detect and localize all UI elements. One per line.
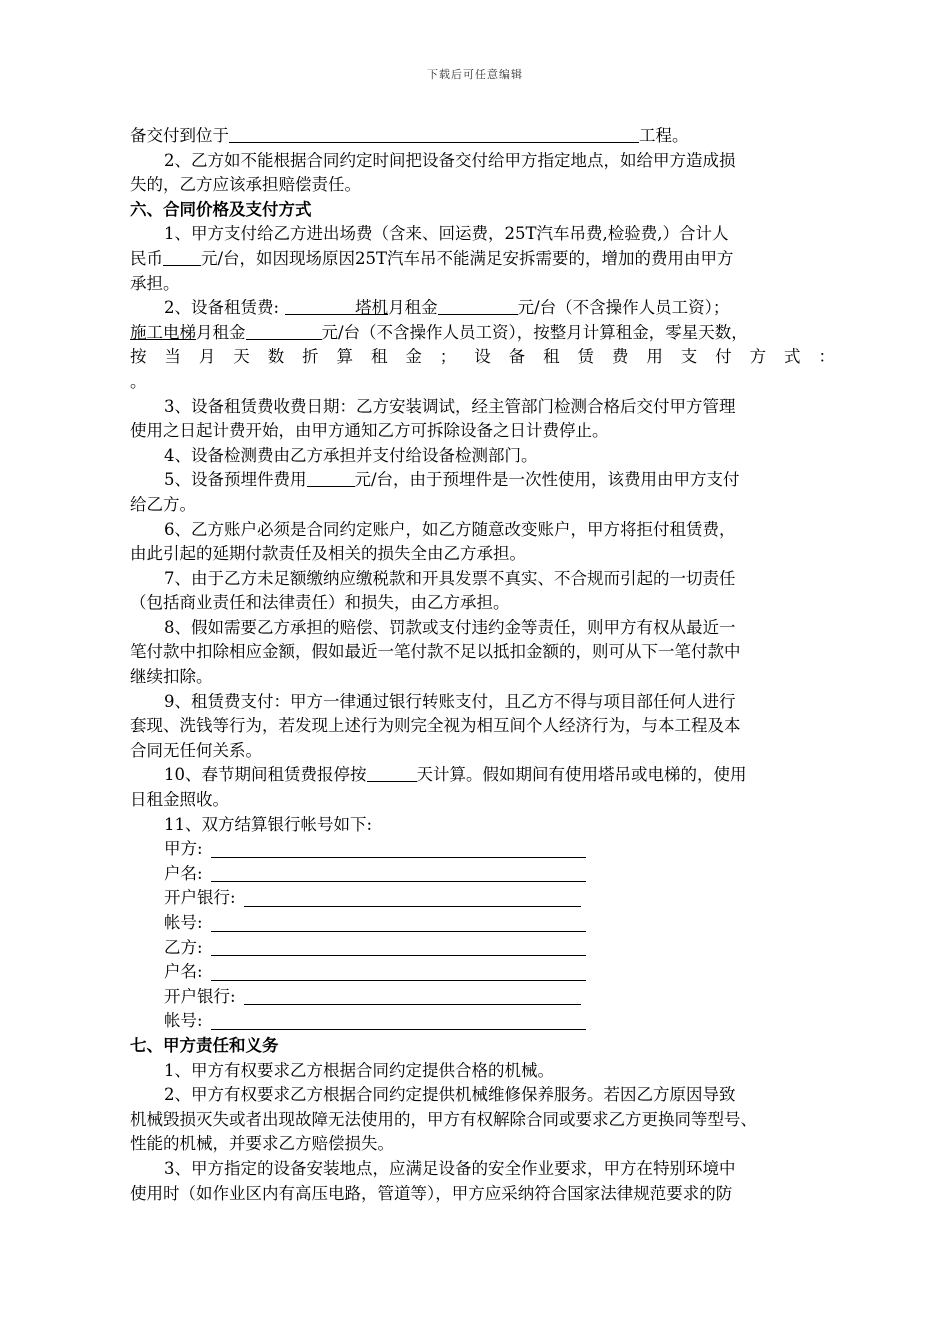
section-heading-6: 六、合同价格及支付方式 [130, 199, 312, 219]
char: 金 [405, 347, 422, 367]
para-line [130, 763, 835, 788]
char: 数 [267, 347, 285, 367]
text: 备交付到位于 [130, 126, 229, 145]
para-line: 由此引起的延期付款责任及相关的损失全由乙方承担。 [130, 544, 526, 564]
blank-a-account-name[interactable] [211, 864, 586, 882]
blank-embedded-fee[interactable] [307, 469, 355, 487]
para-line-justified [130, 345, 835, 370]
char: 方 [749, 347, 767, 367]
char: 当 [164, 347, 181, 367]
blank-elevator-rent[interactable] [246, 322, 322, 340]
text: 元/台（不含操作人员工资），按整月计算租金，零星天数， [321, 322, 748, 342]
char: 天 [233, 347, 250, 367]
blank-tower-rent[interactable] [438, 297, 518, 315]
para-line: 2、乙方如不能根据合同约定时间把设备交付给甲方指定地点，如给甲方造成损 [164, 150, 736, 170]
para-line: 2、甲方有权要求乙方根据合同约定提供机械维修保养服务。若因乙方原因导致 [164, 1085, 736, 1105]
para-line: 性能的机械，并要求乙方赔偿损失。 [130, 1134, 394, 1154]
para-line: 3、设备租赁费收费日期：乙方安装调试，经主管部门检测合格后交付甲方管理 [164, 396, 736, 416]
text: 塔机 [355, 298, 389, 318]
field-label: 户名: [164, 863, 203, 883]
text: 元/台，由于预埋件是一次性使用，该费用由甲方支付 [354, 470, 740, 490]
char: 算 [336, 347, 354, 367]
blank-b-account-no[interactable] [211, 1012, 586, 1030]
blank-a-bank[interactable] [244, 889, 581, 907]
text: 工程。 [639, 126, 689, 145]
para-line: 7、由于乙方未足额缴纳应缴税款和开具发票不真实、不合规而引起的一切责任 [164, 568, 736, 588]
blank-party-b[interactable] [211, 938, 586, 956]
para-line: 使用之日起计费开始，由甲方通知乙方可拆除设备之日计费停止。 [130, 421, 609, 441]
blank-entry-fee[interactable] [163, 248, 201, 266]
bank-field-b-account-name [130, 960, 835, 985]
blank-rent-1[interactable] [285, 297, 355, 315]
text: 施工电梯 [130, 322, 196, 342]
field-label: 甲方: [164, 839, 203, 859]
para-line: 8、假如需要乙方承担的赔偿、罚款或支付违约金等责任，则甲方有权从最近一 [164, 617, 736, 637]
bank-field-b-account-no [130, 1009, 835, 1034]
field-label: 开户银行: [164, 888, 236, 908]
para-line: 承担。 [130, 273, 180, 293]
char: 赁 [577, 347, 594, 367]
para-line: 1、甲方有权要求乙方根据合同约定提供合格的机械。 [164, 1060, 554, 1080]
para-line: 9、租赁费支付：甲方一律通过银行转账支付，且乙方不得与项目部任何人进行 [164, 691, 736, 711]
bank-field-party-b [130, 936, 835, 961]
char: 用 [646, 347, 663, 367]
para-line [130, 468, 835, 493]
char: 设 [474, 347, 491, 367]
para-line: 套现、洗钱等行为，若发现上述行为则完全视为相互间个人经济行为，与本工程及本 [130, 716, 741, 736]
text: 月租金 [196, 322, 246, 342]
para-line [130, 296, 835, 321]
field-label: 户名: [164, 962, 203, 982]
text: 民币 [130, 248, 163, 268]
char: 租 [543, 347, 560, 367]
text: 2、设备租赁费: [164, 298, 280, 318]
para-line: 。 [130, 371, 147, 391]
bank-field-a-bank [130, 886, 835, 911]
para-line: 机械毁损灭失或者出现故障无法使用的，甲方有权解除合同或要求乙方更换同等型号、 [130, 1109, 757, 1129]
para-line: 使用时（如作业区内有高压电路，管道等），甲方应采纳符合国家法律规范要求的防 [130, 1183, 733, 1203]
blank-b-bank[interactable] [244, 987, 581, 1005]
bank-field-a-account-name [130, 862, 835, 887]
char: 租 [370, 347, 388, 367]
para-line [130, 321, 835, 346]
para-line: 笔付款中扣除相应金额，假如最近一笔付款不足以抵扣金额的，则可从下一笔付款中 [130, 642, 741, 662]
blank-project-location[interactable] [229, 125, 639, 143]
text: 5、设备预埋件费用 [164, 470, 307, 490]
para-line: 3、甲方指定的设备安装地点，应满足设备的安全作业要求，甲方在特别环境中 [164, 1158, 736, 1178]
page-header: 下载后可任意编辑 [427, 68, 523, 81]
blank-party-a[interactable] [211, 840, 586, 858]
para-line [130, 247, 835, 272]
contract-body [130, 124, 835, 1206]
char: 式 [784, 347, 801, 367]
char: 折 [302, 347, 319, 367]
text: 月租金 [388, 298, 438, 318]
para-line: （包括商业责任和法律责任）和损失，由乙方承担。 [130, 593, 510, 613]
char: 备 [508, 347, 526, 367]
blank-holiday-days[interactable] [367, 764, 417, 782]
char: ： [818, 347, 835, 367]
field-label: 帐号: [164, 913, 203, 932]
field-label: 开户银行: [164, 986, 236, 1006]
para-line: 失的，乙方应该承担赔偿责任。 [130, 175, 361, 195]
char: 月 [198, 347, 216, 367]
para-line: 合同无任何关系。 [130, 740, 262, 760]
para-line: 继续扣除。 [130, 667, 213, 687]
para-line: 6、乙方账户必须是合同约定账户，如乙方随意改变账户，甲方将拒付租赁费， [164, 519, 736, 539]
bank-field-b-bank [130, 985, 835, 1010]
bank-field-a-account-no [130, 911, 835, 936]
char: 支 [680, 347, 698, 367]
text: 10、春节期间租赁费报停按 [164, 765, 367, 785]
text: 天计算。假如期间有使用塔吊或电梯的，使用 [416, 765, 747, 785]
bank-field-party-a [130, 837, 835, 862]
para-line: 日租金照收。 [130, 790, 229, 810]
field-label: 乙方: [164, 937, 203, 957]
para-line [130, 124, 835, 149]
char: 费 [611, 347, 629, 367]
char: 付 [715, 347, 732, 367]
para-line: 给乙方。 [130, 494, 196, 514]
char: ； [439, 347, 457, 367]
para-line: 4、设备检测费由乙方承担并支付给设备检测部门。 [164, 445, 538, 465]
blank-b-account-name[interactable] [211, 963, 586, 981]
section-heading-7: 七、甲方责任和义务 [130, 1035, 279, 1055]
field-label: 帐号: [164, 1011, 203, 1031]
blank-a-account-no[interactable] [211, 914, 586, 932]
char: 按 [130, 347, 147, 367]
text: 元/台（不含操作人员工资）； [517, 298, 730, 318]
para-line: 1、甲方支付给乙方进出场费（含来、回运费，25T汽车吊费,检验费,）合计人 [164, 224, 729, 244]
para-line: 11、双方结算银行帐号如下: [164, 814, 373, 834]
text: 元/台，如因现场原因25T汽车吊不能满足安拆需要的，增加的费用由甲方 [201, 248, 734, 268]
